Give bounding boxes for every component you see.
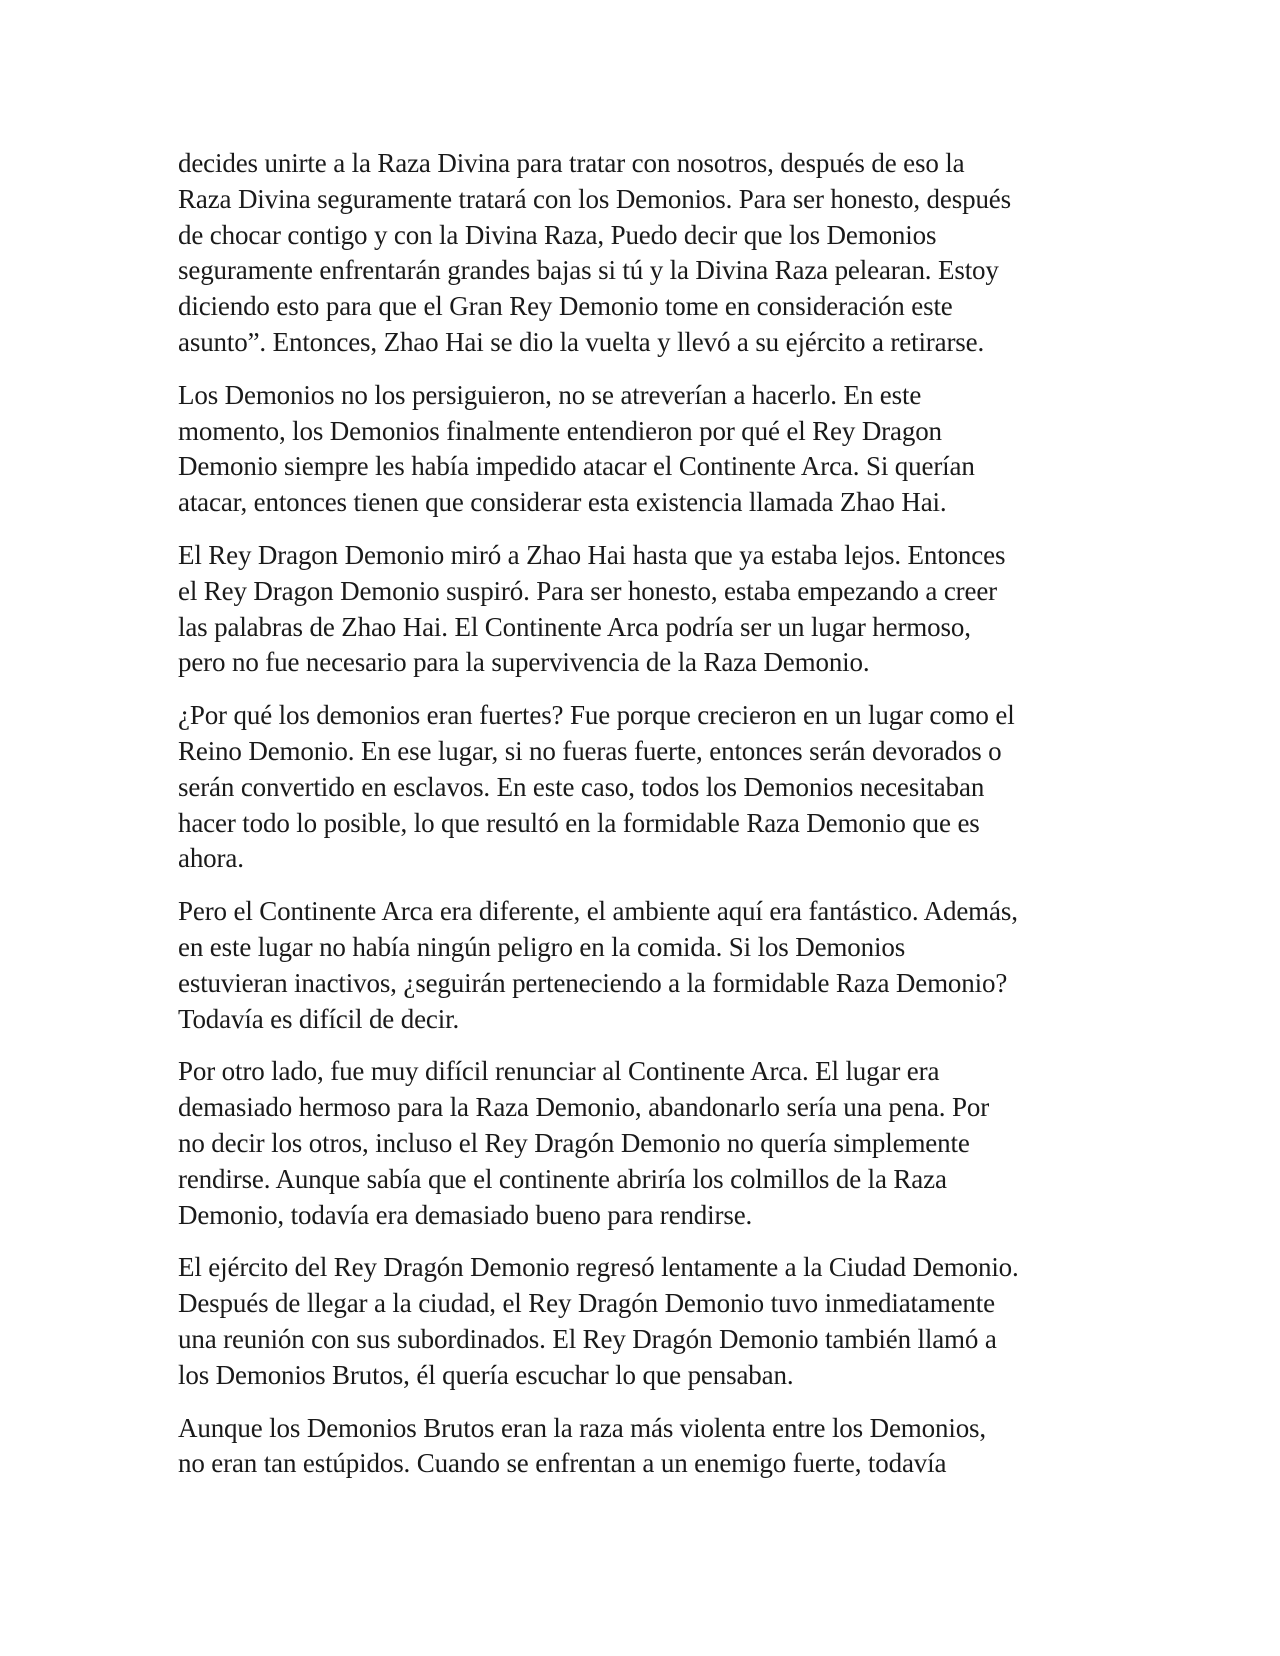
text-line: Reino Demonio. En ese lugar, si no fueras fuerte, entonces serán devorados o bbox=[178, 735, 1002, 766]
text-line: una reunión con sus subordinados. El Rey Dragón Demonio también llamó a bbox=[178, 1323, 997, 1354]
text-line: no decir los otros, incluso el Rey Dragón Demonio no quería simplemente bbox=[178, 1127, 970, 1158]
text-line: Los Demonios no los persiguieron, no se atreverían a hacerlo. En este bbox=[178, 379, 922, 410]
text-line: diciendo esto para que el Gran Rey Demonio tome en consideración este bbox=[178, 291, 953, 322]
text-line: decides unirte a la Raza Divina para tratar con nosotros, después de eso la bbox=[178, 148, 965, 178]
document-body bbox=[178, 146, 1108, 1499]
text-line: El ejército del Rey Dragón Demonio regresó lentamente a la Ciudad Demonio. bbox=[178, 1252, 1019, 1283]
text-line: ahora. bbox=[178, 843, 244, 874]
text-line: Aunque los Demonios Brutos eran la raza más violenta entre los Demonios, bbox=[178, 1412, 987, 1443]
paragraph bbox=[178, 146, 1108, 361]
text-line: Por otro lado, fue muy difícil renunciar al Continente Arca. El lugar era bbox=[178, 1056, 940, 1087]
text-line: Demonio, todavía era demasiado bueno para rendirse. bbox=[178, 1199, 753, 1230]
paragraph bbox=[178, 698, 1108, 877]
text-line: demasiado hermoso para la Raza Demonio, abandonarlo sería una pena. Por bbox=[178, 1092, 990, 1123]
text-line: asunto”. Entonces, Zhao Hai se dio la vuelta y llevó a su ejército a retirarse. bbox=[178, 326, 985, 357]
text-line: atacar, entonces tienen que considerar esta existencia llamada Zhao Hai. bbox=[178, 487, 947, 518]
paragraph bbox=[178, 1411, 1108, 1483]
paragraph bbox=[178, 1250, 1108, 1393]
text-line: El Rey Dragon Demonio miró a Zhao Hai hasta que ya estaba lejos. Entonces bbox=[178, 539, 1006, 570]
text-line: Raza Divina seguramente tratará con los Demonios. Para ser honesto, después bbox=[178, 183, 1011, 214]
text-line: seguramente enfrentarán grandes bajas si tú y la Divina Raza pelearan. Estoy bbox=[178, 255, 999, 286]
text-line: hacer todo lo posible, lo que resultó en la formidable Raza Demonio que es bbox=[178, 807, 980, 838]
text-line: Pero el Continente Arca era diferente, el ambiente aquí era fantástico. Además, bbox=[178, 896, 1018, 927]
text-line: Demonio siempre les había impedido atacar el Continente Arca. Si querían bbox=[178, 451, 975, 482]
text-line: pero no fue necesario para la supervivencia de la Raza Demonio. bbox=[178, 647, 870, 678]
text-line: momento, los Demonios finalmente entendieron por qué el Rey Dragon bbox=[178, 415, 942, 446]
text-line: Después de llegar a la ciudad, el Rey Dragón Demonio tuvo inmediatamente bbox=[178, 1288, 995, 1319]
paragraph bbox=[178, 894, 1108, 1037]
text-line: Todavía es difícil de decir. bbox=[178, 1003, 460, 1034]
paragraph bbox=[178, 378, 1108, 521]
paragraph bbox=[178, 1054, 1108, 1233]
text-line: el Rey Dragon Demonio suspiró. Para ser honesto, estaba empezando a creer bbox=[178, 575, 998, 606]
text-line: rendirse. Aunque sabía que el continente abriría los colmillos de la Raza bbox=[178, 1163, 947, 1194]
text-line: los Demonios Brutos, él quería escuchar lo que pensaban. bbox=[178, 1359, 794, 1390]
text-line: en este lugar no había ningún peligro en la comida. Si los Demonios bbox=[178, 931, 906, 962]
text-line: no eran tan estúpidos. Cuando se enfrentan a un enemigo fuerte, todavía bbox=[178, 1448, 947, 1479]
text-line: de chocar contigo y con la Divina Raza, Puedo decir que los Demonios bbox=[178, 219, 937, 250]
text-line: estuvieran inactivos, ¿seguirán perteneciendo a la formidable Raza Demonio? bbox=[178, 967, 1008, 998]
text-line: ¿Por qué los demonios eran fuertes? Fue porque crecieron en un lugar como el bbox=[178, 700, 1015, 731]
text-line: serán convertido en esclavos. En este caso, todos los Demonios necesitaban bbox=[178, 771, 985, 802]
text-line: las palabras de Zhao Hai. El Continente Arca podría ser un lugar hermoso, bbox=[178, 611, 971, 642]
paragraph bbox=[178, 538, 1108, 681]
